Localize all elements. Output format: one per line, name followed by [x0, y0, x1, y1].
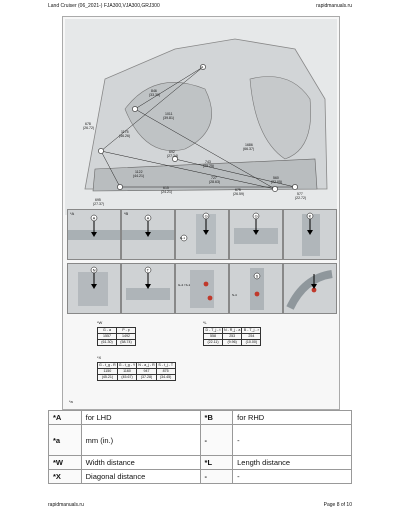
svg-text:615: 615 — [163, 186, 169, 190]
svg-text:A: A — [146, 215, 150, 221]
svg-text:695: 695 — [95, 198, 101, 202]
svg-text:1686: 1686 — [245, 143, 253, 147]
underbody-dimension-figure — [62, 16, 340, 410]
detail-view-k — [283, 209, 337, 260]
legend-row: *W Width distance *L Length distance — [49, 456, 352, 470]
svg-text:(26.59): (26.59) — [233, 192, 245, 196]
detail-view-t — [121, 263, 175, 314]
detail-view-g4-s1 — [175, 263, 229, 314]
legend-row: *A for LHD *B for RHD — [49, 411, 352, 425]
underbody-photo — [65, 19, 337, 215]
detail-view-n — [67, 263, 121, 314]
svg-text:T: T — [146, 267, 150, 273]
svg-text:G-1: G-1 — [180, 236, 186, 240]
page-number: Page 8 of 10 — [323, 502, 352, 508]
svg-text:(22.72): (22.72) — [295, 196, 307, 200]
point-a-label: A — [201, 65, 204, 70]
svg-text:846: 846 — [151, 89, 157, 93]
svg-text:1175: 1175 — [121, 130, 129, 134]
detail-view-g-rhd — [229, 209, 283, 260]
svg-text:1122: 1122 — [135, 170, 143, 174]
svg-text:1011: 1011 — [165, 112, 173, 116]
detail-view-a-rhd: *B A — [121, 209, 175, 260]
header-title: Land Cruiser (06_2021-) FJA300,VJA300,GRJ300 — [48, 3, 160, 9]
svg-text:G: G — [204, 213, 208, 219]
svg-text:G: G — [254, 213, 258, 219]
figure-footnote: *a — [69, 399, 73, 404]
svg-text:727: 727 — [211, 176, 217, 180]
legend-table — [48, 410, 352, 484]
svg-text:G-4 / S-1: G-4 / S-1 — [178, 283, 191, 287]
svg-text:743: 743 — [205, 160, 211, 164]
underbody-illustration — [65, 19, 337, 215]
detail-view-a-lhd: *A A — [67, 209, 121, 260]
svg-text:(24.21): (24.21) — [161, 190, 173, 194]
footer-site: rapidmanuals.ru — [48, 502, 84, 508]
detail-views-grid — [67, 209, 335, 329]
svg-text:675: 675 — [235, 188, 241, 192]
svg-text:A: A — [92, 215, 96, 221]
length-distance-table: D - T_j - t N - R_j - a B - T_j - r 558 253 254 (22.11) (9.96) (10.00) — [203, 327, 261, 346]
legend-row: *X Diagonal distance - - — [49, 470, 352, 484]
svg-text:(27.37): (27.37) — [93, 202, 105, 206]
table-w-label: *W — [97, 320, 103, 325]
table-l-label: *L — [203, 320, 207, 325]
svg-text:577: 577 — [297, 192, 303, 196]
svg-text:(22.05): (22.05) — [271, 180, 283, 184]
svg-text:(33.30): (33.30) — [149, 93, 161, 97]
svg-text:(66.37): (66.37) — [243, 147, 255, 151]
svg-text:(46.26): (46.26) — [119, 134, 131, 138]
table-x-label: *X — [97, 355, 102, 360]
svg-text:(39.81): (39.81) — [163, 116, 175, 120]
svg-text:692: 692 — [169, 150, 175, 154]
svg-text:S: S — [255, 273, 259, 279]
svg-text:560: 560 — [273, 176, 279, 180]
svg-text:(27.24): (27.24) — [167, 154, 179, 158]
svg-text:N: N — [92, 267, 96, 273]
svg-text:K: K — [308, 213, 312, 219]
detail-view-t1 — [283, 263, 337, 314]
page-header — [48, 3, 352, 9]
legend-row: *a mm (in.) - - — [49, 425, 352, 456]
header-site: rapidmanuals.ru — [316, 3, 352, 9]
svg-text:(29.25): (29.25) — [203, 164, 215, 168]
diagonal-distance-table: G - t_g - R G - t_g - Y N - a_j - R S - t_j - T 1150 1160 947 875 (45.21) (45.67) (37.28) (34.45) — [97, 362, 176, 381]
page-footer — [48, 502, 352, 508]
svg-text:(28.63): (28.63) — [209, 180, 221, 184]
svg-text:(44.21): (44.21) — [133, 174, 145, 178]
svg-text:(26.72): (26.72) — [83, 126, 95, 130]
svg-text:678: 678 — [85, 122, 91, 126]
width-distance-table: G - a P - p 1557 1492 (61.30) (58.74) — [97, 327, 136, 346]
svg-text:S-4: S-4 — [232, 293, 237, 297]
detail-view-g — [175, 209, 229, 260]
detail-view-s — [229, 263, 283, 314]
